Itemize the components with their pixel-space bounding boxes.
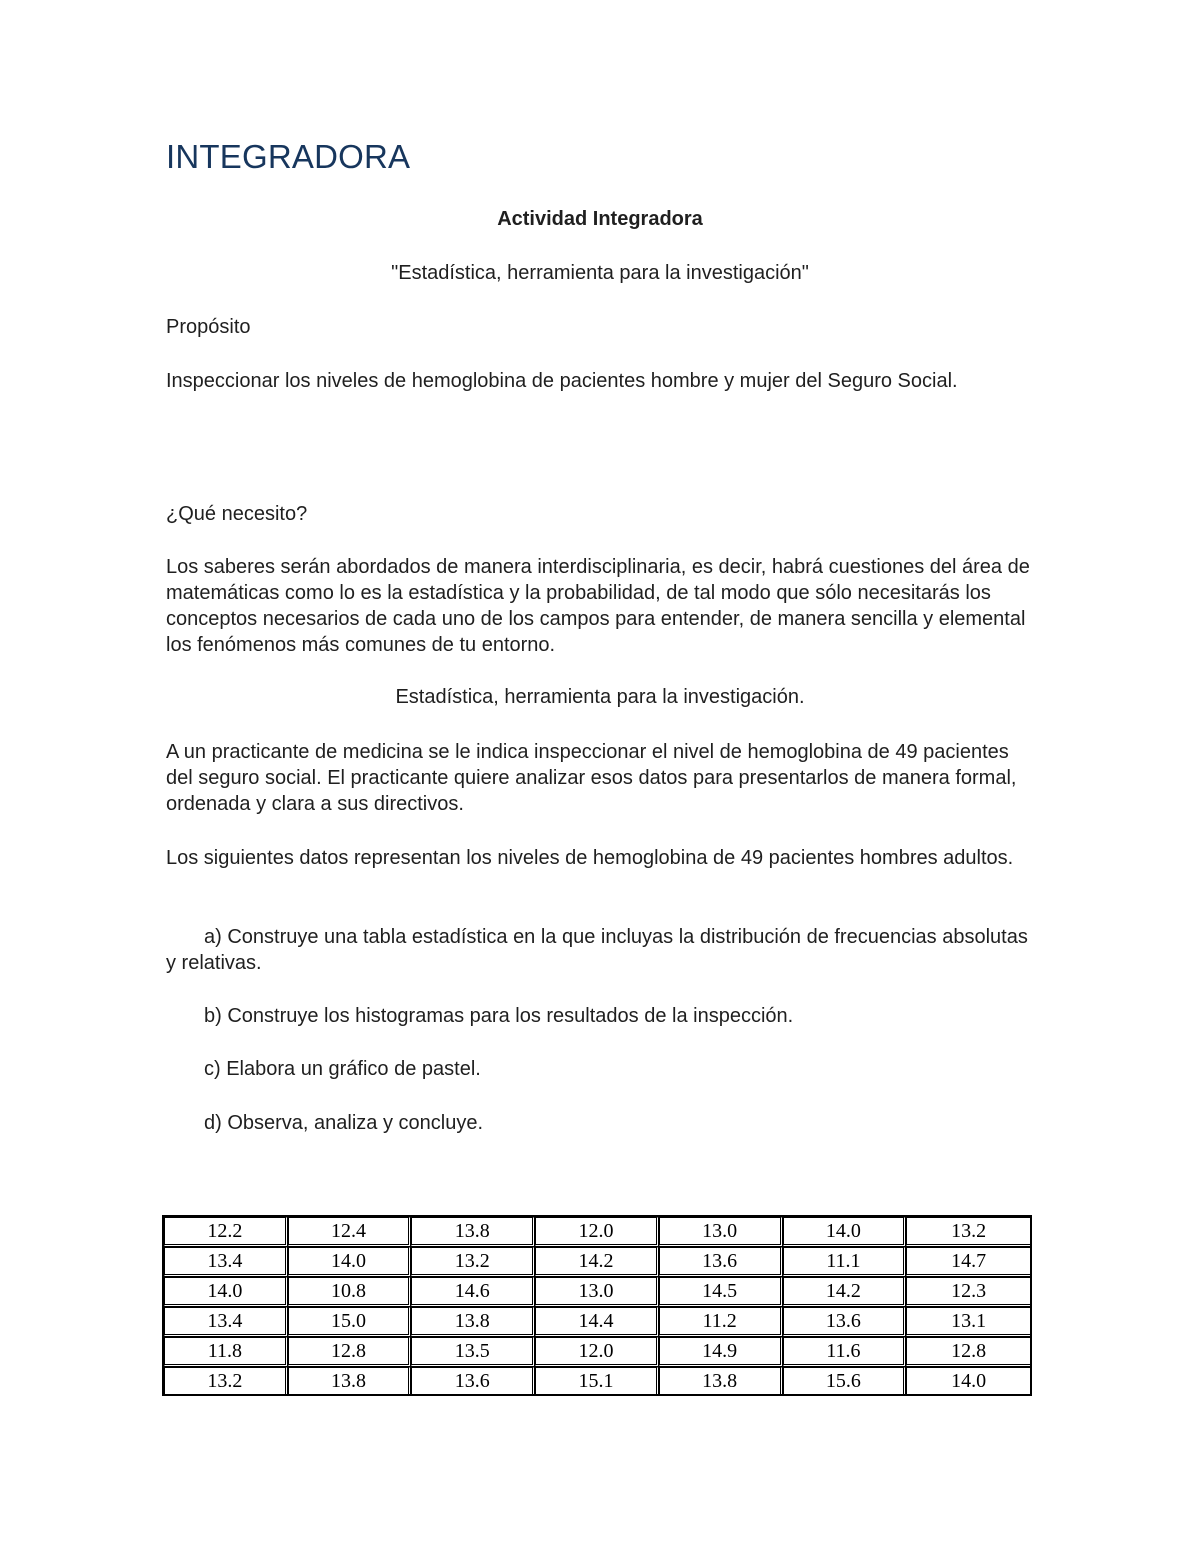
- table-cell: 15.0: [288, 1307, 412, 1337]
- table-cell: 13.6: [783, 1307, 907, 1337]
- table-cell: 14.2: [783, 1277, 907, 1307]
- table-cell: 13.8: [411, 1307, 535, 1337]
- table-cell: 13.0: [535, 1277, 659, 1307]
- table-row: [164, 1217, 1030, 1247]
- table-cell: 11.2: [659, 1307, 783, 1337]
- table-cell: 12.3: [906, 1277, 1030, 1307]
- table-row: [164, 1307, 1030, 1337]
- table-cell: 12.8: [906, 1337, 1030, 1367]
- table-cell: 13.6: [659, 1247, 783, 1277]
- table-row: [164, 1337, 1030, 1367]
- table-cell: 12.8: [288, 1337, 412, 1367]
- table-cell: 11.1: [783, 1247, 907, 1277]
- activity-subtitle: "Estadística, herramienta para la investigación": [391, 262, 809, 284]
- purpose-text: Inspeccionar los niveles de hemoglobina de pacientes hombre y mujer del Seguro Social.: [166, 370, 958, 392]
- table-cell: 13.4: [164, 1307, 288, 1337]
- table-cell: 15.1: [535, 1367, 659, 1394]
- table-cell: 13.1: [906, 1307, 1030, 1337]
- scenario-text: A un practicante de medicina se le indica inspeccionar el nivel de hemoglobina de 49 pacientes del seguro social. El practicante quiere analizar esos datos para presentarlos de manera formal, ordenada y clara a sus directivos.: [166, 741, 1017, 815]
- task-item: [166, 1003, 1036, 1029]
- table-cell: 10.8: [288, 1277, 412, 1307]
- activity-heading: Actividad Integradora: [497, 208, 703, 230]
- task-item-text: c) Elabora un gráfico de pastel.: [204, 1058, 481, 1080]
- table-cell: 11.6: [783, 1337, 907, 1367]
- task-item-text: d) Observa, analiza y concluye.: [204, 1112, 484, 1134]
- table-cell: 14.2: [535, 1247, 659, 1277]
- need-label: ¿Qué necesito?: [166, 503, 308, 525]
- table-cell: 14.6: [411, 1277, 535, 1307]
- table-cell: 13.8: [411, 1217, 535, 1247]
- table-cell: 13.8: [288, 1367, 412, 1394]
- hemoglobin-data-table: [162, 1215, 1032, 1396]
- table-cell: 14.0: [783, 1217, 907, 1247]
- table-cell: 13.2: [164, 1367, 288, 1394]
- section-heading: Estadística, herramienta para la investigación.: [395, 686, 805, 708]
- task-item-text: a) Construye una tabla estadística en la que incluyas la distribución de frecuencias absolutas y relativas.: [166, 926, 1028, 974]
- task-item: [166, 1056, 1036, 1082]
- need-text: Los saberes serán abordados de manera interdisciplinaria, es decir, habrá cuestiones del área de matemáticas como lo es la estadística y la probabilidad, de tal modo que sólo necesitarás los conceptos necesarios de cada uno de los campos para entender, de manera sencilla y elemental los fenómenos más comunes de tu entorno.: [166, 556, 1030, 656]
- table-cell: 13.6: [411, 1367, 535, 1394]
- table-cell: 14.7: [906, 1247, 1030, 1277]
- table-cell: 13.2: [411, 1247, 535, 1277]
- table-cell: 12.0: [535, 1217, 659, 1247]
- table-row: [164, 1247, 1030, 1277]
- task-item: [166, 924, 1036, 976]
- table-row: [164, 1367, 1030, 1394]
- data-intro-text: Los siguientes datos representan los niveles de hemoglobina de 49 pacientes hombres adultos.: [166, 847, 1014, 869]
- table-cell: 13.0: [659, 1217, 783, 1247]
- table-cell: 14.0: [288, 1247, 412, 1277]
- table-cell: 13.4: [164, 1247, 288, 1277]
- table-cell: 12.0: [535, 1337, 659, 1367]
- table-cell: 13.2: [906, 1217, 1030, 1247]
- table-cell: 13.5: [411, 1337, 535, 1367]
- task-item-text: b) Construye los histogramas para los resultados de la inspección.: [204, 1005, 794, 1027]
- table-cell: 12.4: [288, 1217, 412, 1247]
- table-cell: 14.0: [906, 1367, 1030, 1394]
- table-cell: 12.2: [164, 1217, 288, 1247]
- purpose-label: Propósito: [166, 316, 251, 338]
- task-item: [166, 1110, 1036, 1136]
- table-cell: 14.0: [164, 1277, 288, 1307]
- table-cell: 14.9: [659, 1337, 783, 1367]
- table-cell: 15.6: [783, 1367, 907, 1394]
- table-cell: 14.5: [659, 1277, 783, 1307]
- table-row: [164, 1277, 1030, 1307]
- table-cell: 11.8: [164, 1337, 288, 1367]
- table-cell: 14.4: [535, 1307, 659, 1337]
- document-title: INTEGRADORA: [166, 138, 411, 175]
- table-cell: 13.8: [659, 1367, 783, 1394]
